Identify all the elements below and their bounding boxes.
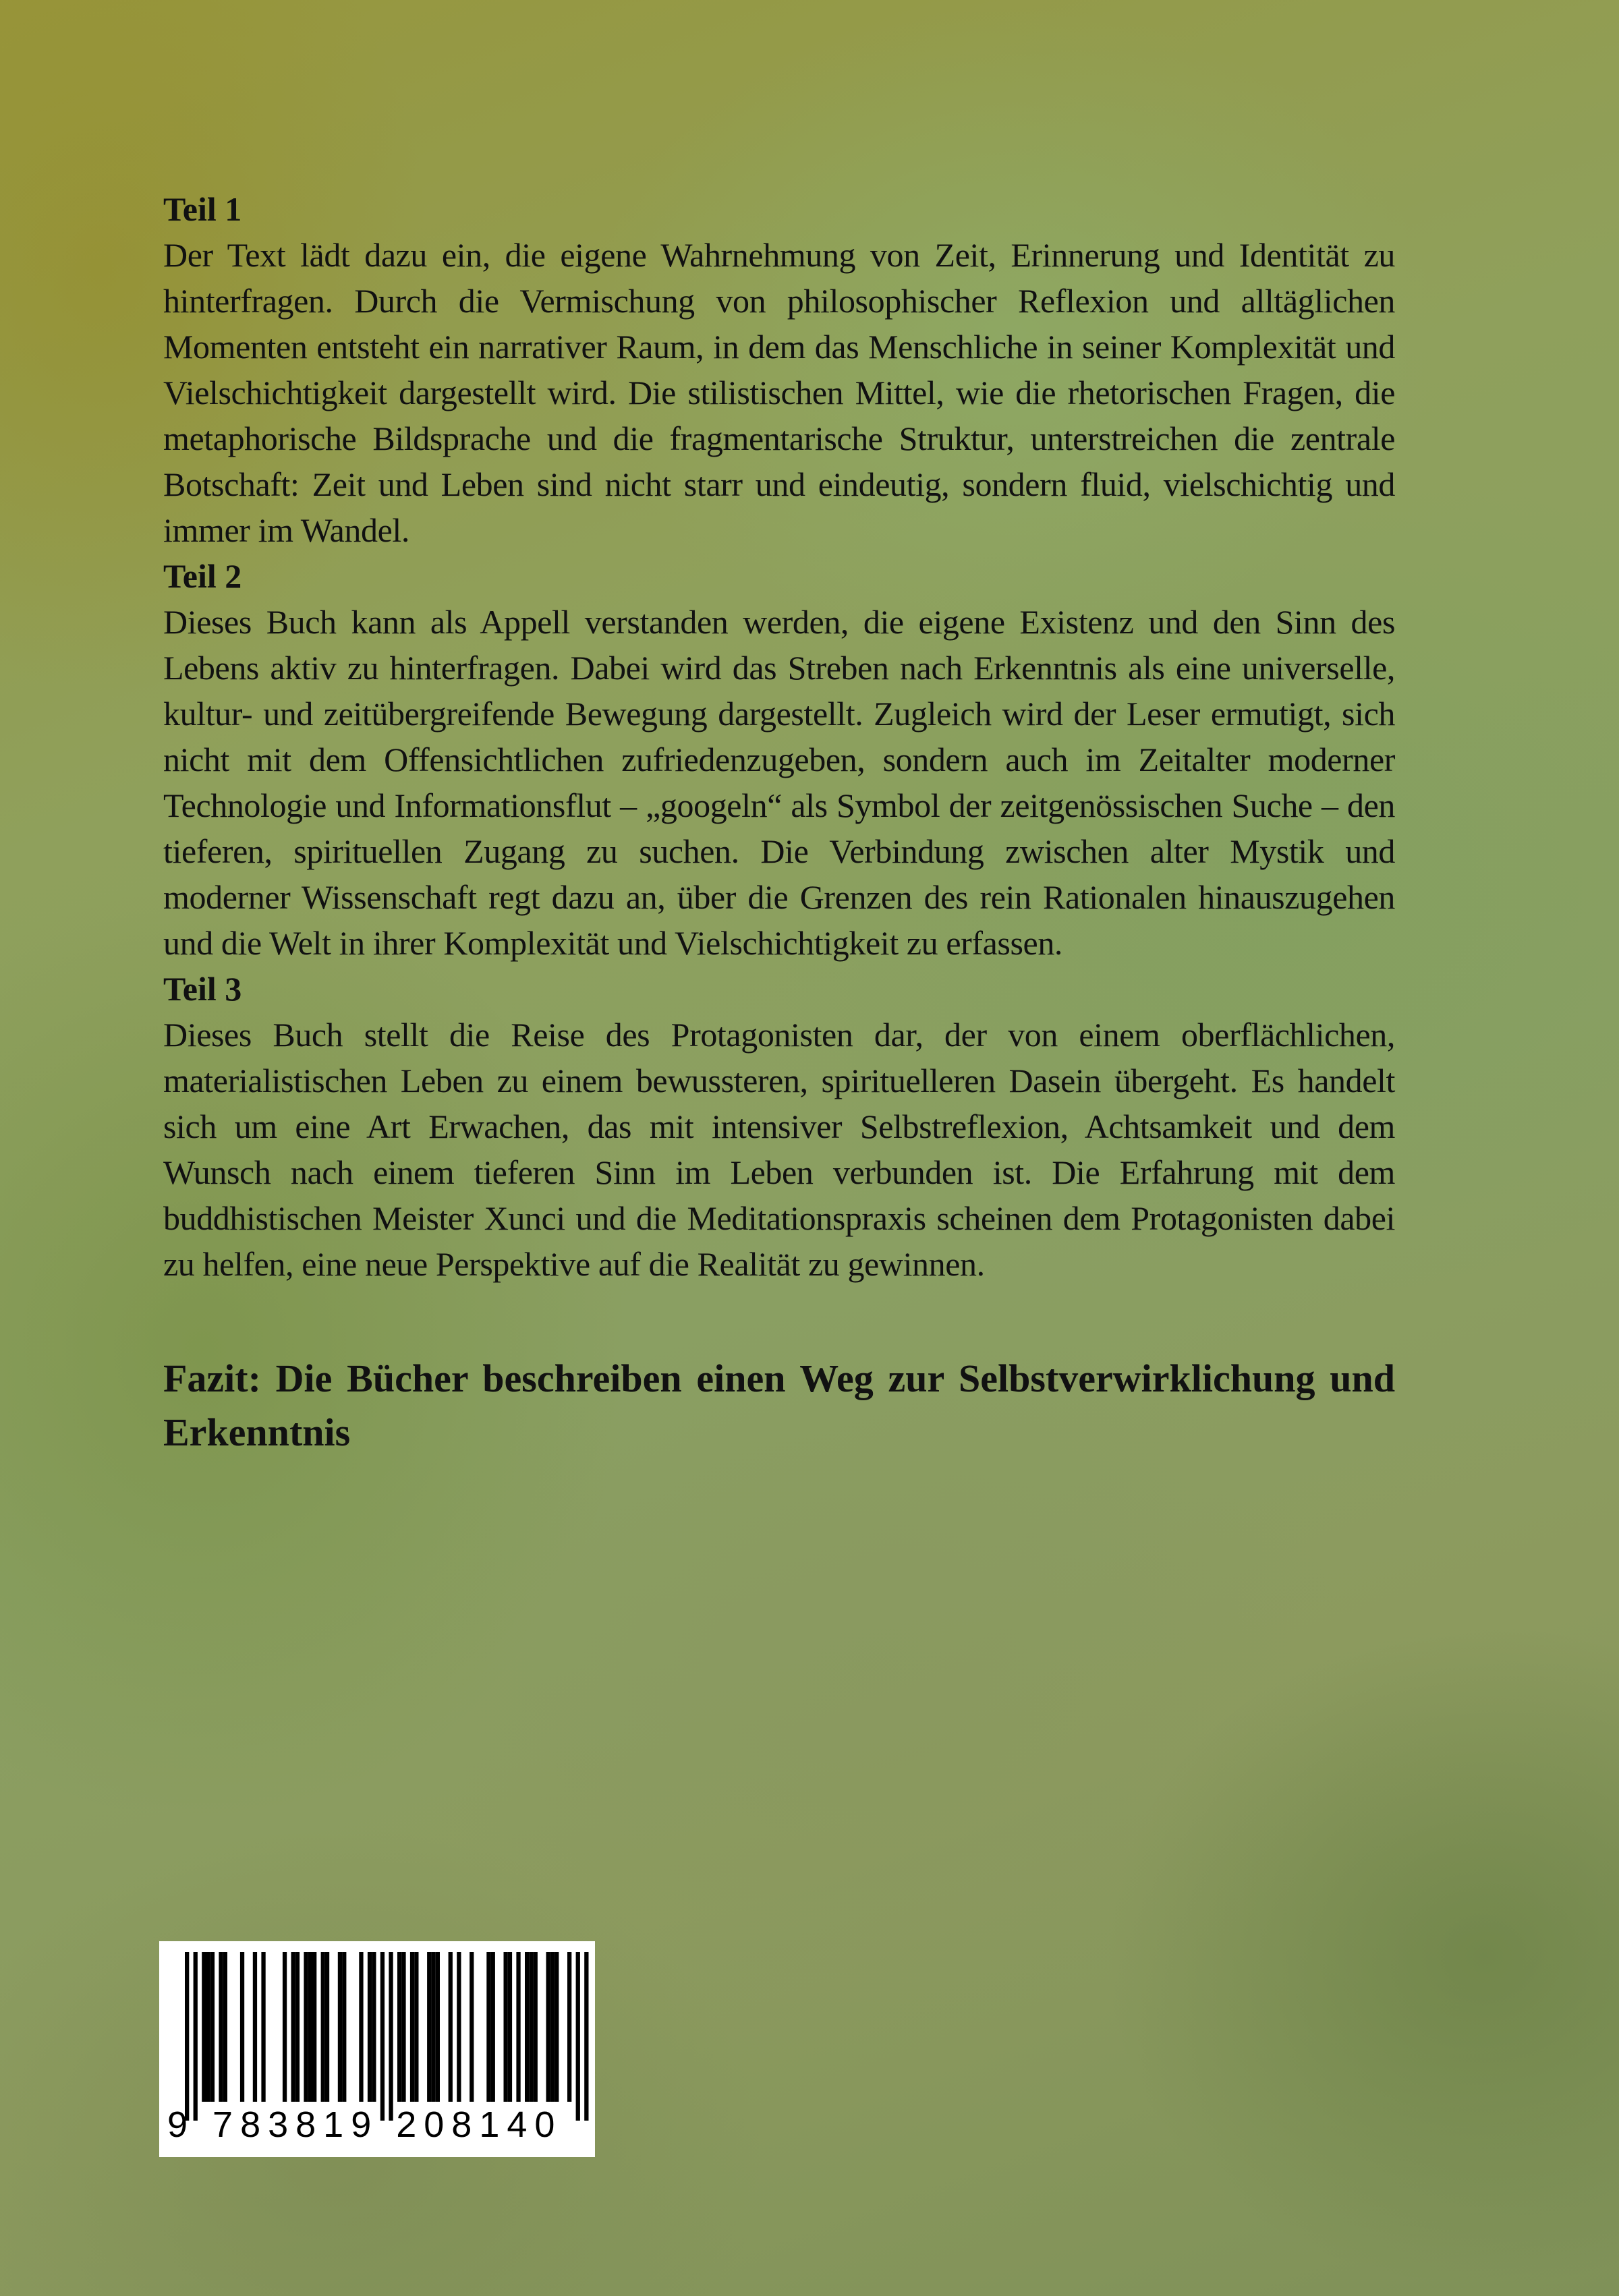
fazit-statement: Fazit: Die Bücher beschreiben einen Weg zur Selbstverwirklichung und Erkenntnis [163,1356,1395,1454]
section-heading-teil-1: Teil 1 [163,190,242,228]
barcode-bar [253,1952,257,2102]
barcode-bar [372,1952,376,2102]
barcode-bar [261,1952,265,2102]
barcode-bar [240,1952,244,2102]
section-heading-teil-2: Teil 2 [163,557,242,595]
barcode-bar [210,1952,215,2102]
barcode-bar [401,1952,405,2102]
isbn-number: 9 783819 208140 [167,2104,563,2145]
barcode-bar [283,1952,287,2102]
barcode-bar [325,1952,329,2102]
barcode-bar [206,1952,210,2102]
barcode-bar [449,1952,453,2102]
barcode-bar [185,1952,189,2121]
barcode-bar [516,1952,520,2102]
barcode-bar [321,1952,325,2102]
barcode-bar [202,1952,206,2102]
barcode-bar [368,1952,372,2102]
barcode-bar [576,1952,580,2121]
barcode-bar [550,1952,555,2102]
section-text-teil-3: Dieses Buch stellt die Reise des Protagonisten dar, der von einem oberflächlichen, materialistischen Leben zu einem bewussteren, spirituelleren Dasein übergeht. Es handelt sich um eine Art Erwachen, das mit intensiver Selbstreflexion, Achtsamkeit und dem Wunsch nach einem tieferen Sinn im Leben verbunden ist. Die Erfahrung mit dem buddhistischen Meister Xunci und die Meditationspraxis scheinen dem Protagonisten dabei zu helfen, eine neue Perspektive auf die Realität zu gewinnen. [163,1016,1395,1283]
barcode-bar [304,1952,308,2102]
barcode-bar [359,1952,363,2102]
barcode-bar [546,1952,550,2102]
barcode-bar [380,1952,385,2121]
section-text-teil-1: Der Text lädt dazu ein, die eigene Wahrnehmung von Zeit, Erinnerung und Identität zu hinterfragen. Durch die Vermischung von philosophischer Reflexion und alltäglichen Momenten entsteht ein narrativer Raum, in dem das Menschliche in seiner Komplexität und Vielschichtigkeit dargestellt wird. Die stilistischen Mittel, wie die rhetorischen Fragen, die metaphorische Bildsprache und die fragmentarische Struktur, unterstreichen die zentrale Botschaft: Zeit und Leben sind nicht starr und eindeutig, sondern fluid, vielschichtig und immer im Wandel. [163,236,1395,549]
barcode-bar [308,1952,312,2102]
barcode-bar [389,1952,393,2121]
barcode-bar [534,1952,538,2102]
barcode-bar [410,1952,414,2102]
barcode-bar [342,1952,346,2102]
barcode-bar [219,1952,223,2102]
barcode-bar [291,1952,295,2102]
barcode-bar [491,1952,495,2102]
barcode-bar [584,1952,588,2121]
barcode-bar [504,1952,508,2102]
barcode-bar [338,1952,342,2102]
section-text-teil-2: Dieses Buch kann als Appell verstanden werden, die eigene Existenz und den Sinn des Lebens aktiv zu hinterfragen. Dabei wird das Streben nach Erkenntnis als eine universelle, kultur- und zeitübergreifende Bewegung dargestellt. Zugleich wird der Leser ermutigt, sich nicht mit dem Offensichtlichen zufriedenzugeben, sondern auch im Zeitalter moderner Technologie und Informationsflut – „googeln“ als Symbol der zeitgenössischen Suche – den tieferen, spirituellen Zugang zu suchen. Die Verbindung zwischen alter Mystik und moderner Wissenschaft regt dazu an, über die Grenzen des rein Rationalen hinauszugehen und die Welt in ihrer Komplexität und Vielschichtigkeit zu erfassen. [163,603,1395,962]
barcode-bar [470,1952,474,2102]
barcode-bar [427,1952,431,2102]
barcode-bar [414,1952,418,2102]
barcode-bar [508,1952,512,2102]
barcode-bar [486,1952,490,2102]
barcode-bar [223,1952,227,2102]
barcode-bar [567,1952,571,2102]
barcode-bar [529,1952,533,2102]
barcode-bar [457,1952,461,2102]
barcode-bar [295,1952,300,2102]
back-cover-text [163,186,1395,1460]
barcode-bar [555,1952,559,2102]
barcode-bar [397,1952,401,2102]
section-heading-teil-3: Teil 3 [163,970,242,1008]
barcode-bar [312,1952,316,2102]
barcode-bar [431,1952,435,2102]
barcode-bar [436,1952,440,2102]
barcode-bar [194,1952,198,2121]
barcode-bar [525,1952,529,2102]
isbn-barcode [159,1941,595,2157]
